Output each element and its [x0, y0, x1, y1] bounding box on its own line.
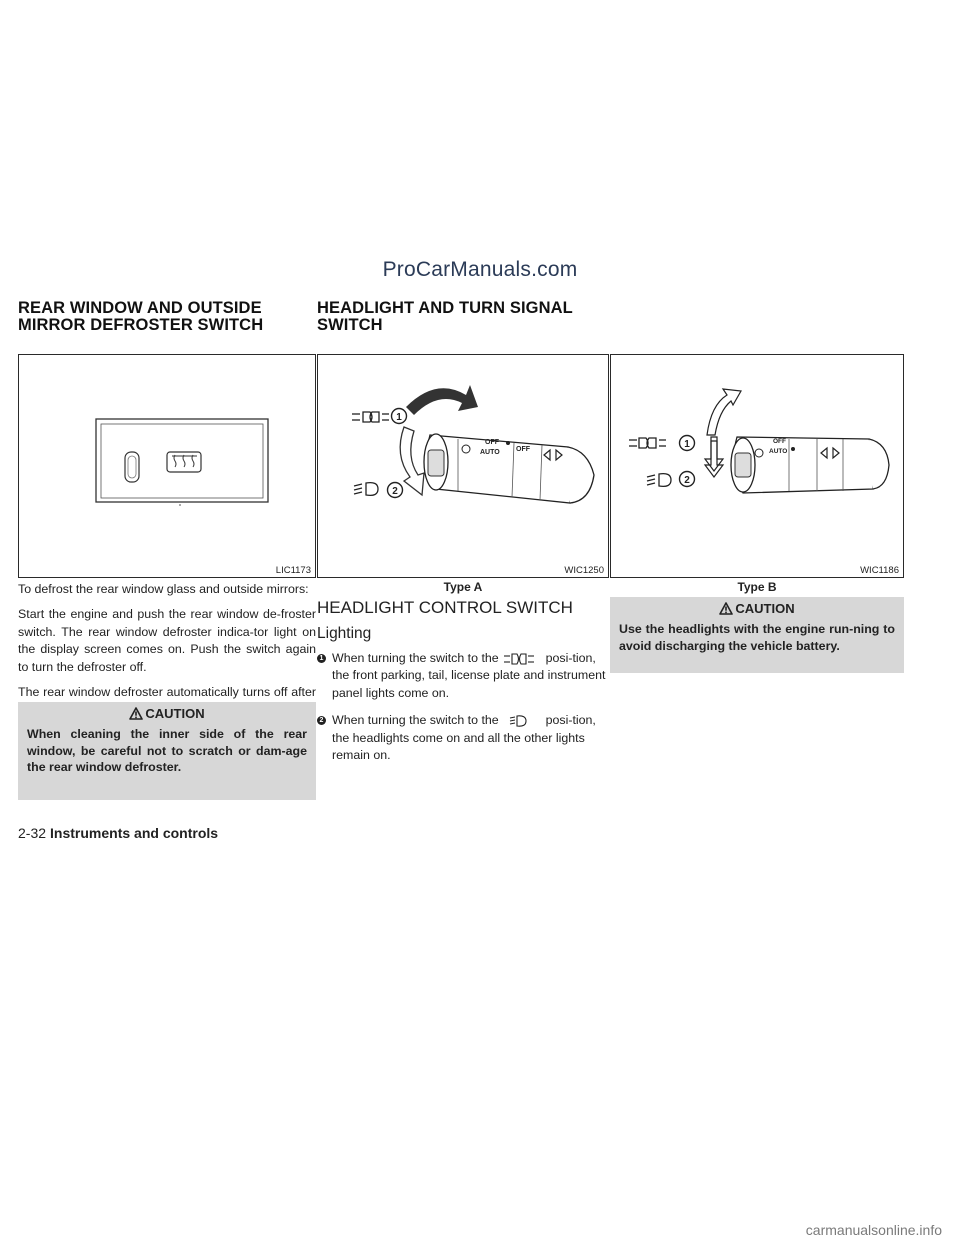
step-text: When turning the switch to the posi-tion, the front parking, tail, license plate and instrument panel lights come on.	[332, 651, 606, 700]
callout-number: 1	[684, 439, 690, 450]
defroster-switch-figure	[18, 354, 316, 578]
figure-code: WIC1250	[564, 565, 604, 576]
parking-light-icon	[502, 652, 542, 666]
section-heading-defroster	[18, 300, 263, 334]
callout-number: 1	[396, 412, 402, 423]
caution-box-headlight	[610, 597, 904, 673]
list-item	[317, 650, 609, 702]
step-number: 2	[317, 716, 326, 725]
caution-text: When cleaning the inner side of the rear window, be careful not to scratch or dam-age the rear window defroster.	[27, 727, 307, 774]
switch-label-off: OFF	[485, 439, 499, 446]
lighting-instructions	[317, 650, 609, 764]
warning-triangle-icon	[129, 707, 143, 720]
type-b-switch-illustration	[611, 355, 903, 577]
caution-box-defroster	[18, 702, 316, 800]
headlight-switch-figure-type-a	[317, 354, 609, 578]
watermark-bottom: carmanualsonline.info	[805, 1222, 942, 1238]
headlight-symbol	[354, 483, 378, 496]
switch-label-auto: AUTO	[480, 449, 500, 456]
step-number: 1	[317, 654, 326, 663]
switch-label-off: OFF	[773, 438, 786, 445]
parking-light-symbol	[629, 438, 666, 448]
warning-triangle-icon	[719, 602, 733, 615]
subheading-headlight-control: HEADLIGHT CONTROL SWITCH	[317, 598, 573, 617]
figure-caption-type-a: Type A	[443, 580, 483, 594]
headlight-icon	[502, 714, 542, 728]
defroster-description	[18, 581, 316, 719]
figure-caption-type-b: Type B	[737, 580, 777, 594]
caution-title	[619, 597, 895, 621]
page-footer	[18, 825, 218, 841]
caution-label: CAUTION	[145, 706, 205, 721]
heading-line: SWITCH	[317, 316, 383, 334]
step-text: When turning the switch to the posi-tion, the headlights come on and all the other lights remain on.	[332, 713, 596, 763]
paragraph: The rear window defroster automatically turns off after	[18, 685, 316, 700]
list-item	[317, 712, 609, 764]
parking-light-symbol	[352, 412, 389, 422]
watermark-top: ProCarManuals.com	[382, 258, 578, 281]
section-heading-headlight	[317, 300, 573, 334]
heading-line: REAR WINDOW AND OUTSIDE	[18, 299, 262, 317]
switch-label-off: OFF	[516, 446, 530, 453]
paragraph: To defrost the rear window glass and outside mirrors:	[18, 582, 309, 596]
paragraph: Start the engine and push the rear window de-froster switch. The rear window defroster indica-tor light on the display screen comes on. Push the switch again to turn the defroster off.	[18, 607, 316, 674]
heading-line: MIRROR DEFROSTER SWITCH	[18, 316, 264, 334]
caution-text: Use the headlights with the engine run-ning to avoid discharging the vehicle battery.	[619, 622, 895, 653]
subheading-lighting: Lighting	[317, 625, 372, 642]
chapter-title: Instruments and controls	[50, 825, 219, 841]
callout-number: 2	[684, 475, 690, 486]
defroster-panel-illustration	[19, 355, 315, 577]
caution-label: CAUTION	[735, 601, 795, 616]
callout-number: 2	[392, 486, 398, 497]
caution-title	[27, 702, 307, 726]
figure-code: LIC1173	[275, 565, 311, 576]
heading-line: HEADLIGHT AND TURN SIGNAL	[317, 299, 573, 317]
headlight-switch-figure-type-b	[610, 354, 904, 578]
type-a-switch-illustration	[318, 355, 608, 577]
headlight-symbol	[647, 474, 671, 487]
page-number: 2-32	[18, 825, 47, 841]
switch-label-auto: AUTO	[769, 448, 788, 455]
figure-code: WIC1186	[860, 565, 899, 576]
